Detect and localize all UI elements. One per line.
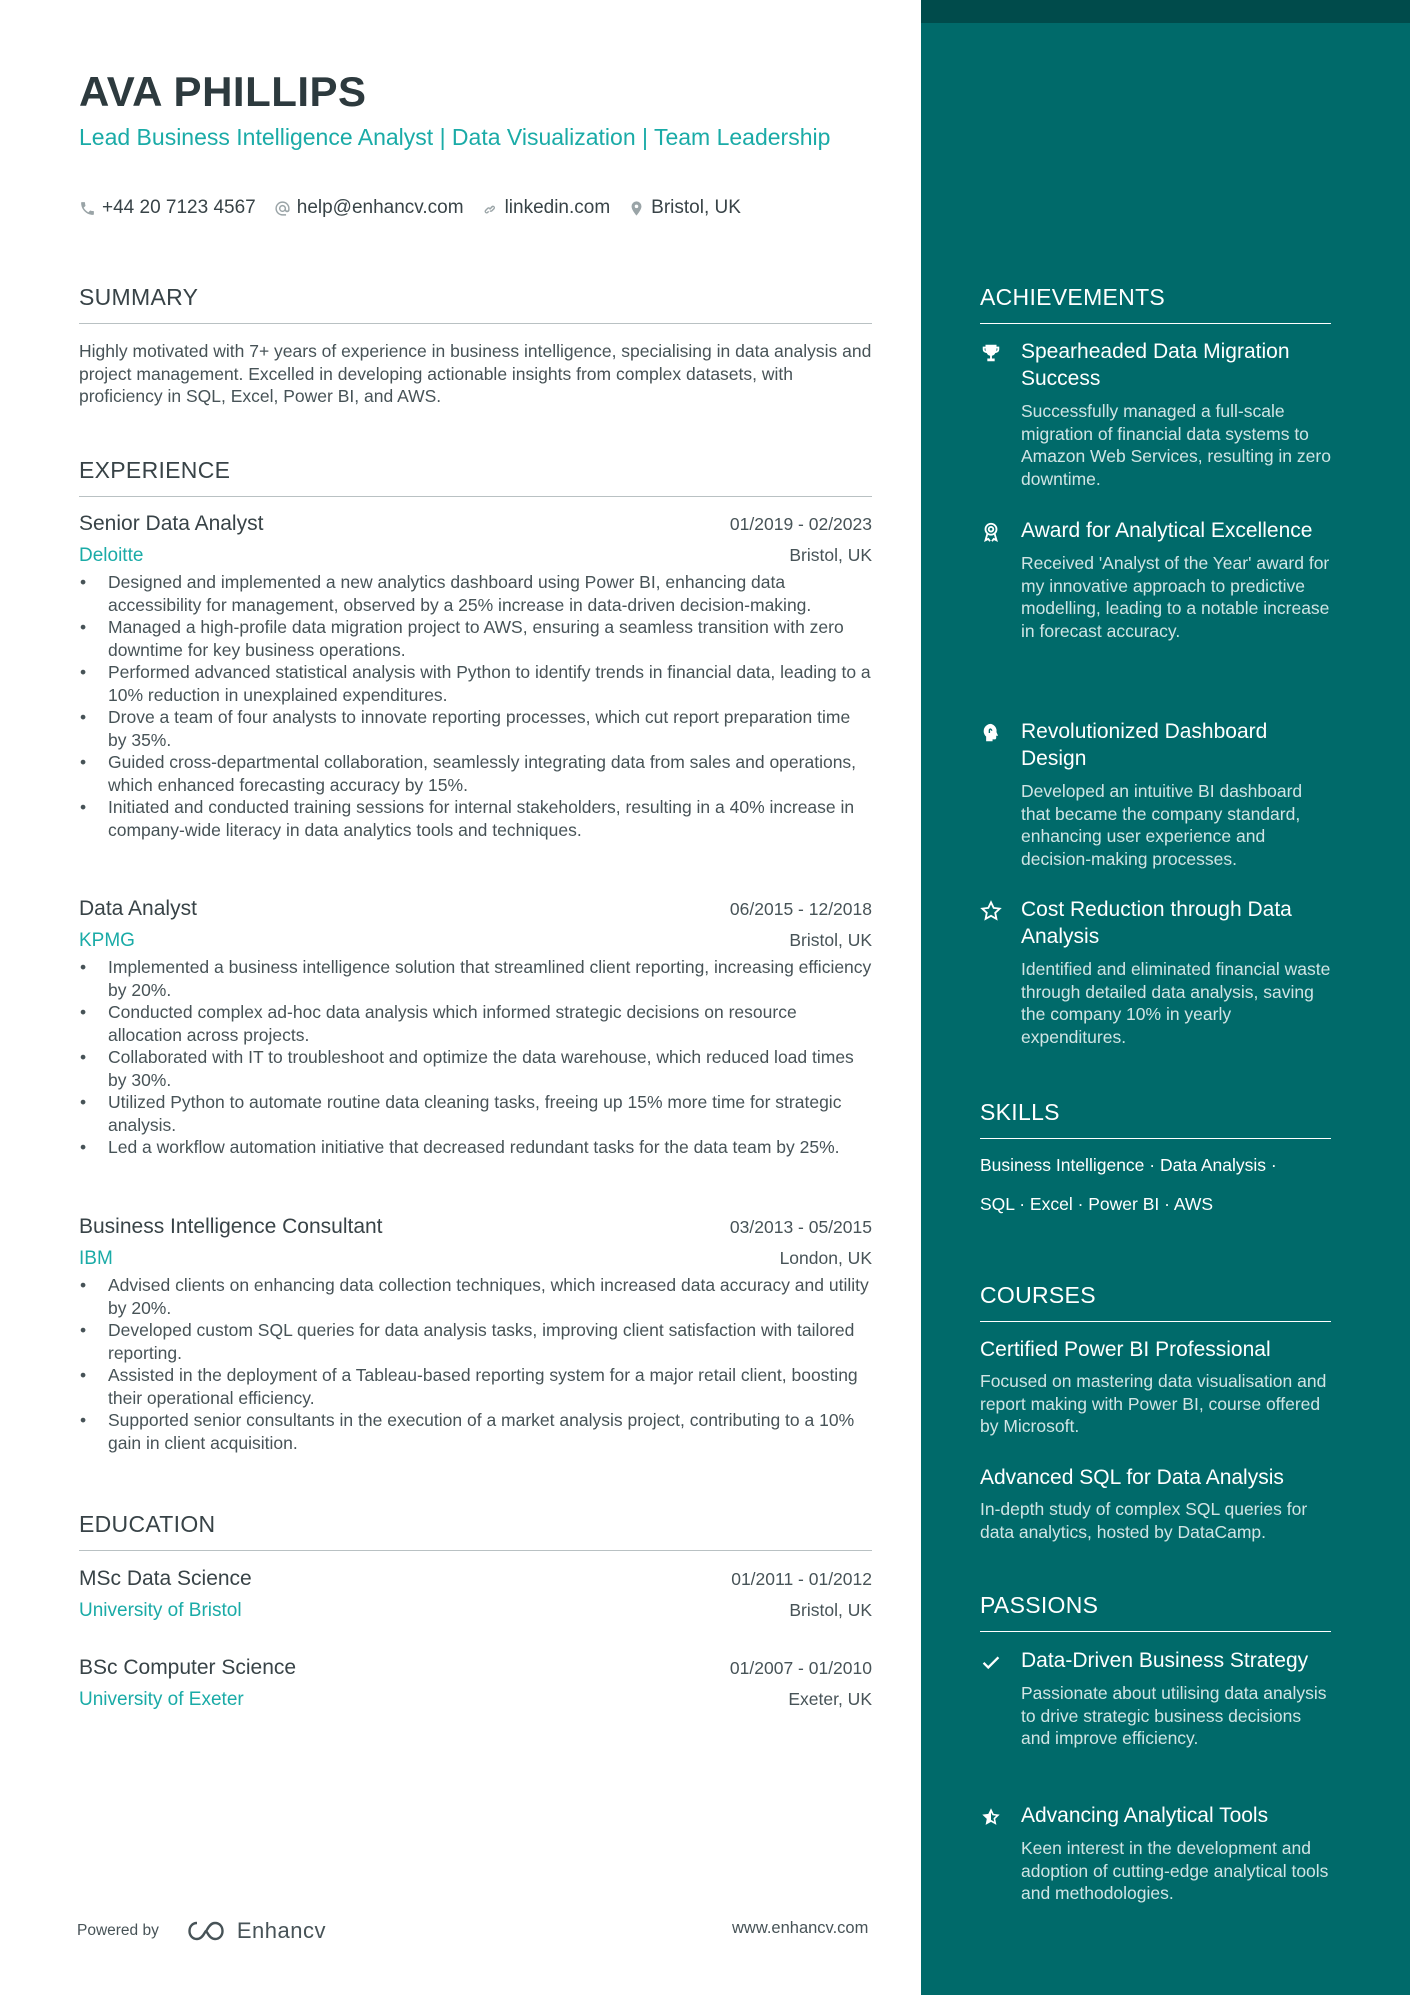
website-link[interactable]: www.enhancv.com bbox=[732, 1919, 869, 1937]
enhancv-logo-icon bbox=[183, 1919, 229, 1943]
bullet-item: • Utilized Python to automate routine data cleaning tasks, freeing up 15% more time for strategic analysis. bbox=[79, 1091, 872, 1136]
at-icon bbox=[274, 200, 291, 217]
job-dates: 03/2013 - 05/2015 bbox=[729, 1217, 872, 1237]
achievement-description: Identified and eliminated financial waste through detailed data analysis, saving the company 10% in yearly expenditures. bbox=[1021, 959, 1331, 1047]
achievement-title: Award for Analytical Excellence bbox=[1021, 519, 1313, 542]
passion-title: Data-Driven Business Strategy bbox=[1021, 1649, 1309, 1672]
powered-by-label: Powered by bbox=[77, 1922, 159, 1939]
summary-text: Highly motivated with 7+ years of experience in business intelligence, specialising in data analysis and project management. Excelled in developing actionable insights from complex datasets, with proficiency in SQL, Excel, Power BI, and AWS. bbox=[79, 341, 872, 406]
job-bullets bbox=[79, 1274, 872, 1454]
passion-description: Passionate about utilising data analysis to drive strategic business decisions and improve efficiency. bbox=[1021, 1683, 1327, 1748]
brain-icon bbox=[980, 722, 1002, 744]
achievement-item bbox=[980, 896, 1331, 1048]
school-name: University of Bristol bbox=[79, 1600, 242, 1621]
passion-description: Keen interest in the development and adoption of cutting-edge analytical tools and methodologies. bbox=[1021, 1838, 1329, 1903]
school-location: Exeter, UK bbox=[788, 1689, 872, 1709]
contact-email[interactable] bbox=[274, 197, 464, 219]
bullet-item: • Managed a high-profile data migration project to AWS, ensuring a seamless transition with zero downtime for key business operations. bbox=[79, 616, 872, 661]
linkedin-text: linkedin.com bbox=[504, 197, 611, 218]
candidate-name: AVA PHILLIPS bbox=[79, 68, 367, 115]
sidebar-top-band bbox=[921, 0, 1410, 23]
education-entry bbox=[79, 1567, 872, 1622]
achievement-item bbox=[980, 718, 1331, 870]
summary-heading: SUMMARY bbox=[79, 284, 872, 324]
bullet-item: • Assisted in the deployment of a Tableau-based reporting system for a major retail client, boosting their operational efficiency. bbox=[79, 1364, 872, 1409]
achievement-item bbox=[980, 338, 1331, 490]
company-name: KPMG bbox=[79, 930, 135, 951]
job-title: Senior Data Analyst bbox=[79, 512, 264, 535]
school-location: Bristol, UK bbox=[789, 1600, 872, 1620]
bullet-item: • Advised clients on enhancing data collection techniques, which increased data accuracy and utility by 20%. bbox=[79, 1274, 872, 1319]
bullet-item: • Conducted complex ad-hoc data analysis which informed strategic decisions on resource allocation across projects. bbox=[79, 1001, 872, 1046]
course-title: Advanced SQL for Data Analysis bbox=[980, 1466, 1284, 1489]
achievement-description: Successfully managed a full-scale migration of financial data systems to Amazon Web Services, resulting in zero downtime. bbox=[1021, 401, 1331, 489]
passions-heading: PASSIONS bbox=[980, 1592, 1331, 1632]
contact-phone[interactable] bbox=[79, 197, 256, 219]
education-heading: EDUCATION bbox=[79, 1511, 872, 1551]
achievement-title: Spearheaded Data Migration Success bbox=[1021, 340, 1290, 390]
phone-text: +44 20 7123 4567 bbox=[102, 197, 256, 218]
education-dates: 01/2011 - 01/2012 bbox=[731, 1569, 872, 1589]
contact-location bbox=[628, 197, 741, 219]
phone-icon bbox=[79, 200, 96, 217]
bullet-item: • Collaborated with IT to troubleshoot and optimize the data warehouse, which reduced load times by 30%. bbox=[79, 1046, 872, 1091]
education-dates: 01/2007 - 01/2010 bbox=[729, 1658, 872, 1678]
job-dates: 06/2015 - 12/2018 bbox=[729, 899, 872, 919]
degree-name: MSc Data Science bbox=[79, 1567, 252, 1590]
passion-title: Advancing Analytical Tools bbox=[1021, 1804, 1269, 1827]
bullet-item: • Supported senior consultants in the execution of a market analysis project, contributing to a 10% gain in client acquisition. bbox=[79, 1409, 872, 1454]
job-title: Data Analyst bbox=[79, 897, 197, 920]
bullet-item: • Designed and implemented a new analytics dashboard using Power BI, enhancing data accessibility for management, observed by a 25% increase in data-driven decision-making. bbox=[79, 571, 872, 616]
bullet-item: • Guided cross-departmental collaboration, seamlessly integrating data from sales and operations, which enhanced forecasting accuracy by 15%. bbox=[79, 751, 872, 796]
course-item bbox=[980, 1336, 1331, 1438]
bullet-item: • Led a workflow automation initiative that decreased redundant tasks for the data team by 25%. bbox=[79, 1136, 872, 1159]
achievements-heading: ACHIEVEMENTS bbox=[980, 284, 1331, 324]
job-bullets bbox=[79, 956, 872, 1159]
star-icon bbox=[980, 900, 1002, 922]
star-half-icon bbox=[980, 1806, 1002, 1828]
location-pin-icon bbox=[628, 200, 645, 217]
school-name: University of Exeter bbox=[79, 1689, 244, 1710]
bullet-item: • Developed custom SQL queries for data analysis tasks, improving client satisfaction with tailored reporting. bbox=[79, 1319, 872, 1364]
achievement-title: Revolutionized Dashboard Design bbox=[1021, 720, 1268, 770]
courses-heading: COURSES bbox=[980, 1282, 1331, 1322]
link-icon bbox=[482, 200, 499, 217]
location-text: Bristol, UK bbox=[651, 197, 741, 218]
company-name: IBM bbox=[79, 1248, 113, 1269]
passion-item bbox=[980, 1647, 1331, 1750]
enhancv-brand-text: Enhancv bbox=[236, 1918, 326, 1943]
job-entry bbox=[79, 1215, 872, 1454]
skills-heading: SKILLS bbox=[980, 1099, 1331, 1139]
passion-item bbox=[980, 1802, 1331, 1905]
course-description: Focused on mastering data visualisation and report making with Power BI, course offered by Microsoft. bbox=[980, 1371, 1327, 1436]
award-icon bbox=[980, 521, 1002, 543]
skills-line: SQL · Excel · Power BI · AWS bbox=[980, 1194, 1214, 1214]
achievement-description: Developed an intuitive BI dashboard that became the company standard, enhancing user experience and decision-making processes. bbox=[1021, 781, 1303, 869]
enhancv-logo[interactable] bbox=[183, 1918, 326, 1944]
job-entry bbox=[79, 897, 872, 1159]
achievement-title: Cost Reduction through Data Analysis bbox=[1021, 898, 1292, 948]
course-title: Certified Power BI Professional bbox=[980, 1338, 1271, 1361]
email-text: help@enhancv.com bbox=[296, 197, 464, 218]
job-location: London, UK bbox=[779, 1248, 872, 1268]
trophy-icon bbox=[980, 342, 1002, 364]
job-dates: 01/2019 - 02/2023 bbox=[729, 514, 872, 534]
sidebar bbox=[921, 0, 1410, 1995]
contact-linkedin[interactable] bbox=[482, 197, 611, 219]
skills-line: Business Intelligence · Data Analysis · bbox=[980, 1155, 1277, 1175]
job-entry bbox=[79, 512, 872, 841]
achievement-item bbox=[980, 517, 1331, 642]
job-title: Business Intelligence Consultant bbox=[79, 1215, 383, 1238]
education-entry bbox=[79, 1656, 872, 1711]
bullet-item: • Implemented a business intelligence solution that streamlined client reporting, increasing efficiency by 20%. bbox=[79, 956, 872, 1001]
experience-heading: EXPERIENCE bbox=[79, 457, 872, 497]
job-bullets bbox=[79, 571, 872, 841]
job-location: Bristol, UK bbox=[789, 930, 872, 950]
job-location: Bristol, UK bbox=[789, 545, 872, 565]
check-icon bbox=[980, 1651, 1002, 1673]
bullet-item: • Initiated and conducted training sessions for internal stakeholders, resulting in a 40% increase in company-wide literacy in data analytics tools and techniques. bbox=[79, 796, 872, 841]
course-description: In-depth study of complex SQL queries for data analytics, hosted by DataCamp. bbox=[980, 1499, 1308, 1542]
headline: Lead Business Intelligence Analyst | Data Visualization | Team Leadership bbox=[79, 124, 831, 150]
contact-bar bbox=[79, 197, 741, 219]
achievement-description: Received 'Analyst of the Year' award for my innovative approach to predictive modelling, leading to a notable increase in forecast accuracy. bbox=[1021, 553, 1330, 641]
company-name: Deloitte bbox=[79, 545, 144, 566]
skills-list bbox=[980, 1146, 1331, 1224]
bullet-item: • Drove a team of four analysts to innovate reporting processes, which cut report preparation time by 35%. bbox=[79, 706, 872, 751]
course-item bbox=[980, 1464, 1331, 1543]
degree-name: BSc Computer Science bbox=[79, 1656, 297, 1679]
bullet-item: • Performed advanced statistical analysis with Python to identify trends in financial data, leading to a 10% reduction in unexplained expenditures. bbox=[79, 661, 872, 706]
footer-branding bbox=[77, 1918, 326, 1944]
